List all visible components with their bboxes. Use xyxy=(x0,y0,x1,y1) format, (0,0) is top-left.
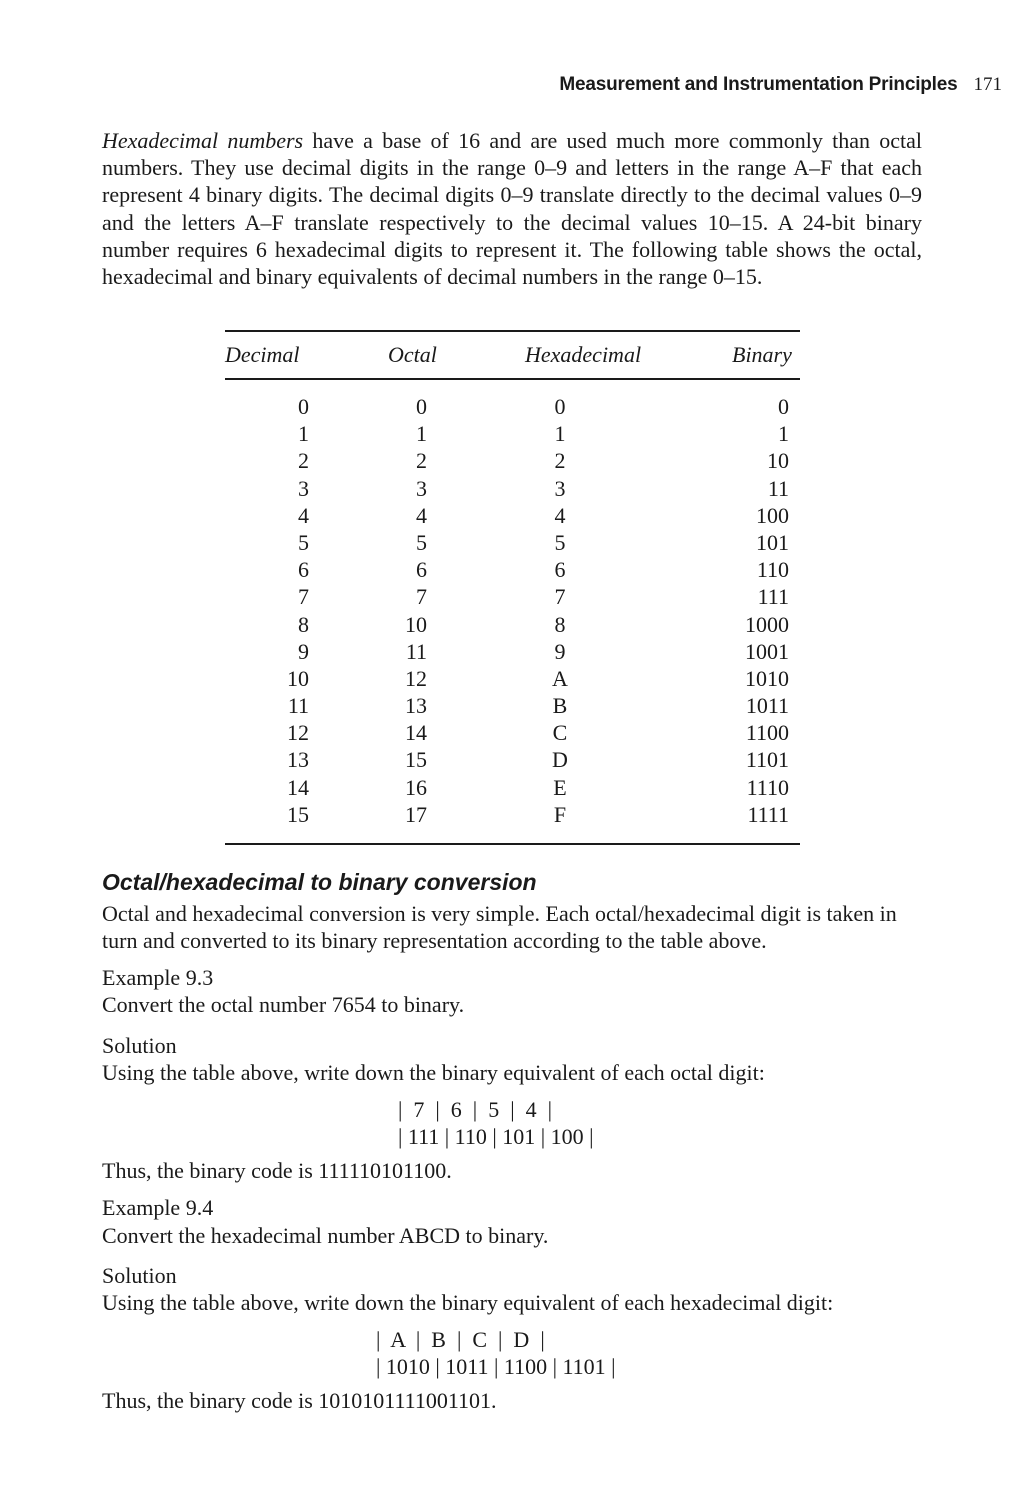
cell-octal: 2 xyxy=(416,448,427,474)
table-header-row xyxy=(225,342,800,372)
table-row xyxy=(225,665,800,692)
example-9-4-solution-text: Using the table above, write down the binary equivalent of each hexadecimal digit: xyxy=(102,1290,834,1315)
example-9-4-binary-groups: | 1010 | 1011 | 1100 | 1101 | xyxy=(376,1354,616,1379)
book-title: Measurement and Instrumentation Principles xyxy=(559,74,958,95)
cell-hexadecimal: 1 xyxy=(554,421,566,447)
cell-decimal: 8 xyxy=(298,611,309,637)
cell-octal: 16 xyxy=(405,774,427,800)
cell-decimal: 6 xyxy=(298,557,309,583)
cell-binary: 111 xyxy=(757,584,789,610)
cell-decimal: 15 xyxy=(287,801,309,827)
cell-binary: 100 xyxy=(756,502,789,528)
cell-binary: 110 xyxy=(756,557,789,583)
cell-octal: 4 xyxy=(416,502,427,528)
table-row xyxy=(225,420,800,447)
cell-octal: 14 xyxy=(405,720,427,746)
cell-octal: 15 xyxy=(405,747,427,773)
cell-decimal: 2 xyxy=(298,448,309,474)
example-9-4-digits: | A | B | C | D | xyxy=(376,1327,545,1352)
example-9-4-question: Convert the hexadecimal number ABCD to binary. xyxy=(102,1223,549,1248)
cell-decimal: 9 xyxy=(298,638,309,664)
cell-hexadecimal: 3 xyxy=(554,475,566,501)
cell-decimal: 14 xyxy=(287,774,309,800)
section-paragraph: Octal and hexadecimal conversion is very simple. Each octal/hexadecimal digit is taken in turn and converted to its binary representation according to the table above. xyxy=(102,901,897,954)
cell-hexadecimal: 2 xyxy=(554,448,566,474)
table-row xyxy=(225,801,800,828)
header-binary: Binary xyxy=(732,342,792,367)
cell-octal: 10 xyxy=(405,611,427,637)
cell-octal: 3 xyxy=(416,475,427,501)
cell-decimal: 10 xyxy=(287,665,309,691)
cell-hexadecimal: D xyxy=(552,747,568,773)
cell-octal: 11 xyxy=(405,638,427,664)
table-row xyxy=(225,529,800,556)
example-9-3-digits: | 7 | 6 | 5 | 4 | xyxy=(398,1097,553,1122)
table-row xyxy=(225,475,800,502)
cell-octal: 6 xyxy=(416,557,427,583)
example-9-3-label: Example 9.3 xyxy=(102,965,214,990)
example-9-3-result: Thus, the binary code is 111110101100. xyxy=(102,1158,452,1183)
cell-hexadecimal: 6 xyxy=(554,557,566,583)
example-9-4-solution-label: Solution xyxy=(102,1263,177,1288)
cell-binary: 1 xyxy=(778,421,789,447)
table-row xyxy=(225,583,800,610)
table-row xyxy=(225,719,800,746)
cell-decimal: 11 xyxy=(287,693,309,719)
running-header xyxy=(559,74,1002,96)
cell-decimal: 3 xyxy=(298,475,309,501)
cell-decimal: 12 xyxy=(287,720,309,746)
cell-octal: 17 xyxy=(405,801,427,827)
table-row xyxy=(225,447,800,474)
cell-binary: 1001 xyxy=(745,638,789,664)
cell-hexadecimal: 4 xyxy=(554,502,566,528)
cell-octal: 1 xyxy=(416,421,427,447)
cell-binary: 1011 xyxy=(745,693,789,719)
cell-hexadecimal: 5 xyxy=(554,529,566,555)
table-row xyxy=(225,638,800,665)
cell-decimal: 1 xyxy=(298,421,309,447)
example-9-4-label: Example 9.4 xyxy=(102,1195,214,1220)
table-row xyxy=(225,556,800,583)
header-decimal: Decimal xyxy=(225,342,300,367)
section-heading: Octal/hexadecimal to binary conversion xyxy=(102,869,537,895)
cell-decimal: 7 xyxy=(298,584,309,610)
table-top-rule xyxy=(225,330,800,332)
cell-decimal: 13 xyxy=(287,747,309,773)
cell-binary: 1110 xyxy=(746,774,789,800)
cell-binary: 11 xyxy=(767,475,789,501)
cell-octal: 5 xyxy=(416,529,427,555)
cell-hexadecimal: 8 xyxy=(554,611,566,637)
cell-hexadecimal: E xyxy=(553,774,567,800)
cell-decimal: 5 xyxy=(298,529,309,555)
cell-octal: 12 xyxy=(405,665,427,691)
table-bottom-rule xyxy=(225,843,800,845)
cell-hexadecimal: 7 xyxy=(554,584,566,610)
cell-binary: 1101 xyxy=(745,747,789,773)
cell-binary: 1100 xyxy=(745,720,789,746)
cell-binary: 0 xyxy=(778,394,789,419)
cell-octal: 0 xyxy=(416,394,427,419)
table-row xyxy=(225,611,800,638)
cell-octal: 13 xyxy=(405,693,427,719)
table-body xyxy=(225,393,800,828)
header-octal: Octal xyxy=(388,342,437,367)
cell-binary: 1000 xyxy=(745,611,789,637)
cell-binary: 101 xyxy=(756,529,789,555)
cell-hexadecimal: 9 xyxy=(554,638,566,664)
cell-hexadecimal: A xyxy=(552,665,568,691)
cell-binary: 1111 xyxy=(747,801,789,827)
example-9-3-binary-groups: | 111 | 110 | 101 | 100 | xyxy=(398,1124,594,1149)
example-9-3-solution-label: Solution xyxy=(102,1033,177,1058)
intro-paragraph xyxy=(102,127,922,290)
cell-hexadecimal: C xyxy=(552,720,568,746)
cell-binary: 10 xyxy=(767,448,789,474)
header-hexadecimal: Hexadecimal xyxy=(525,342,642,367)
table-row xyxy=(225,746,800,773)
table-row xyxy=(225,393,800,420)
cell-hexadecimal: B xyxy=(552,693,568,719)
example-9-3-solution-text: Using the table above, write down the binary equivalent of each octal digit: xyxy=(102,1060,765,1085)
cell-hexadecimal: 0 xyxy=(554,394,566,419)
table-row xyxy=(225,774,800,801)
cell-hexadecimal: F xyxy=(553,801,567,827)
table-row xyxy=(225,692,800,719)
intro-term: Hexadecimal numbers xyxy=(102,128,304,153)
cell-octal: 7 xyxy=(416,584,427,610)
example-9-3-question: Convert the octal number 7654 to binary. xyxy=(102,992,465,1017)
intro-text: have a base of 16 and are used much more commonly than octal numbers. They use decimal digits in the range 0–9 and letters in the range A–F that each represent 4 binary digits. The decimal digits 0–9 translate directly to the decimal values 0–9 and the letters A–F translate respectively to the decimal values 10–15. A 24-bit binary number requires 6 hexadecimal digits to represent it. The following table shows the octal, hexadecimal and binary equivalents of decimal numbers in the range 0–15. xyxy=(102,128,922,290)
table-row xyxy=(225,502,800,529)
table-header-rule xyxy=(225,378,800,380)
page-number: 171 xyxy=(973,74,1002,95)
cell-decimal: 0 xyxy=(298,394,309,419)
example-9-4-result: Thus, the binary code is 1010101111001101. xyxy=(102,1388,497,1413)
cell-binary: 1010 xyxy=(745,665,789,691)
cell-decimal: 4 xyxy=(298,502,309,528)
